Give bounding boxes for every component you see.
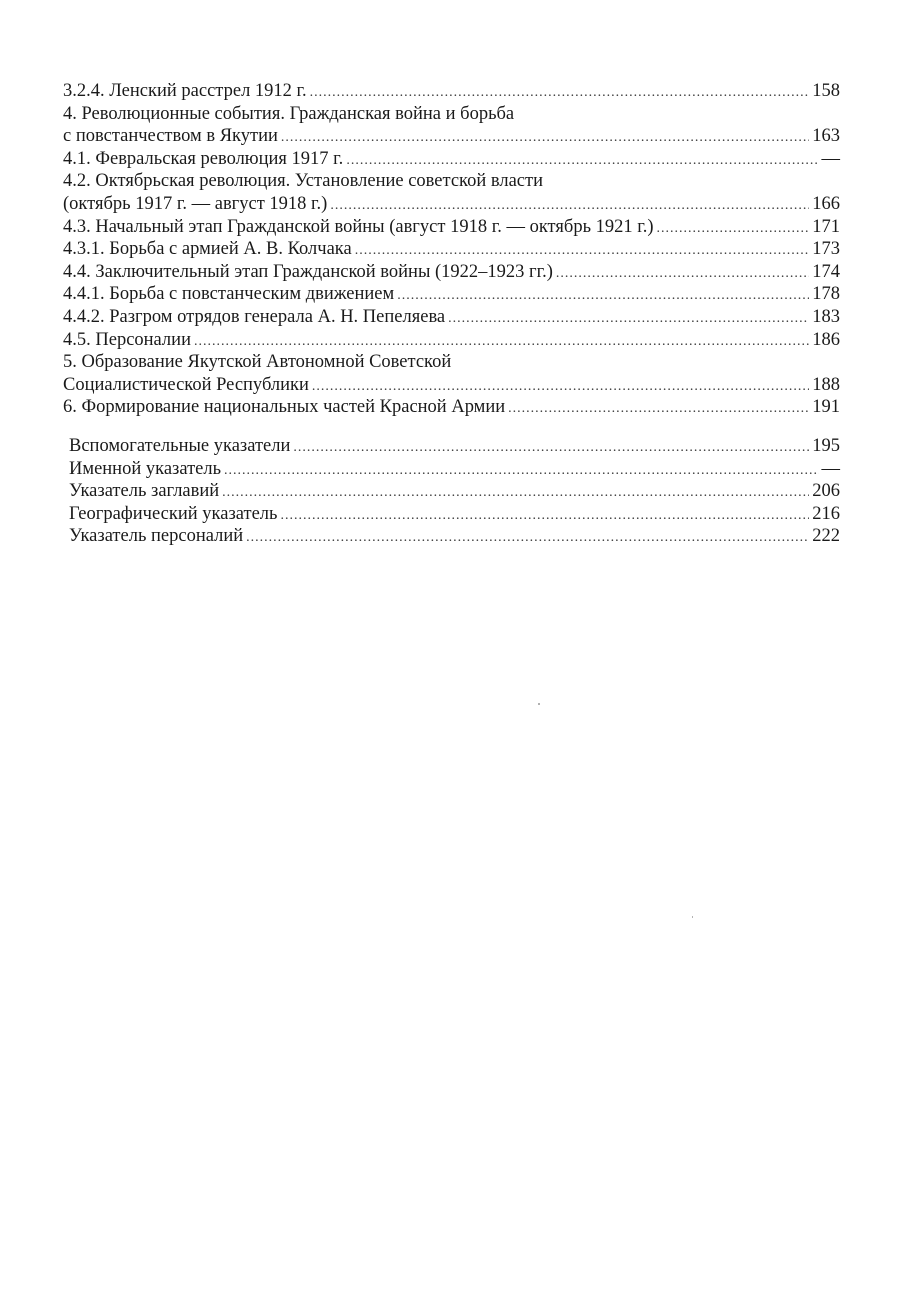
dot-leader <box>312 376 809 399</box>
dot-leader <box>280 505 809 528</box>
dot-leader <box>657 218 810 241</box>
toc-line <box>63 480 840 503</box>
toc-entry-title: 4.4.1. Борьба с повстанческим движением <box>63 284 395 305</box>
dot-leader <box>310 82 810 105</box>
toc-line <box>63 148 840 171</box>
toc-entry-title: 6. Формирование национальных частей Красной Армии <box>63 397 506 418</box>
dot-leader <box>508 398 809 421</box>
toc-page-number: 166 <box>812 193 840 214</box>
toc-line <box>63 458 840 481</box>
dot-leader <box>397 285 809 308</box>
toc-line <box>63 351 840 374</box>
table-of-contents <box>63 80 840 548</box>
toc-page-number: 173 <box>812 239 840 260</box>
toc-line <box>63 435 840 458</box>
toc-line <box>63 306 840 329</box>
toc-entry-title: с повстанчеством в Якутии <box>63 126 278 147</box>
toc-line <box>63 525 840 548</box>
toc-entry <box>63 458 840 481</box>
toc-entry <box>63 329 840 352</box>
toc-line <box>63 261 840 284</box>
toc-entry <box>63 103 840 148</box>
toc-entry-title: Именной указатель <box>69 458 222 479</box>
toc-entry <box>63 503 840 526</box>
toc-page-number: 191 <box>812 397 840 418</box>
toc-page-number: — <box>821 148 840 169</box>
dot-leader <box>330 195 809 218</box>
scan-speck <box>538 703 540 705</box>
toc-entry <box>63 261 840 284</box>
toc-entry-title: 4.4.2. Разгром отрядов генерала А. Н. Пепеляева <box>63 306 446 327</box>
toc-line <box>63 283 840 306</box>
toc-page-number: 186 <box>812 329 840 350</box>
toc-entry <box>63 435 840 458</box>
toc-page-number: — <box>821 458 840 479</box>
toc-line <box>63 216 840 239</box>
toc-entry <box>63 396 840 419</box>
dot-leader <box>355 240 810 263</box>
dot-leader <box>246 527 809 550</box>
toc-line <box>63 329 840 352</box>
toc-line <box>63 238 840 261</box>
scan-speck <box>692 916 693 918</box>
toc-line <box>63 396 840 419</box>
toc-entry-title: 4.2. Октябрьская революция. Установление советской власти <box>63 171 543 192</box>
toc-entry <box>63 351 840 396</box>
dot-leader <box>346 150 818 173</box>
toc-entry-title: 4.1. Февральская революция 1917 г. <box>63 148 344 169</box>
toc-page-number: 206 <box>812 481 840 502</box>
toc-entry-title: Социалистической Республики <box>63 374 309 395</box>
toc-page-number: 163 <box>812 126 840 147</box>
toc-page-number: 195 <box>812 435 840 456</box>
toc-entry <box>63 306 840 329</box>
dot-leader <box>556 263 809 286</box>
toc-page-number: 158 <box>812 81 840 101</box>
toc-main-section <box>63 80 840 419</box>
toc-page-number: 188 <box>812 374 840 395</box>
toc-entry <box>63 216 840 239</box>
toc-entry-title: 4.4. Заключительный этап Гражданской войны (1922–1923 гг.) <box>63 261 553 282</box>
toc-line <box>63 125 840 148</box>
toc-entry-title: (октябрь 1917 г. — август 1918 г.) <box>63 193 328 214</box>
dot-leader <box>224 460 818 483</box>
dot-leader <box>281 127 809 150</box>
toc-page-number: 178 <box>812 284 840 305</box>
toc-index-section <box>63 435 840 548</box>
toc-entry-title: 4.3. Начальный этап Гражданской войны (август 1918 г. — октябрь 1921 г.) <box>63 216 654 237</box>
toc-entry-title: Указатель заглавий <box>69 481 220 502</box>
dot-leader <box>448 308 809 331</box>
toc-entry-title: Географический указатель <box>69 503 278 524</box>
toc-entry-title: Указатель персоналий <box>69 526 244 547</box>
toc-entry <box>63 148 840 171</box>
toc-entry <box>63 170 840 215</box>
toc-entry-title: Вспомогательные указатели <box>69 435 291 456</box>
toc-line <box>63 103 840 126</box>
toc-entry <box>63 238 840 261</box>
toc-page-number: 183 <box>812 306 840 327</box>
dot-leader <box>194 331 809 354</box>
dot-leader <box>293 437 809 460</box>
toc-entry-title: 4. Революционные события. Гражданская война и борьба <box>63 103 515 124</box>
toc-entry-title: 5. Образование Якутской Автономной Советской <box>63 352 452 373</box>
toc-entry <box>63 283 840 306</box>
toc-page-number: 171 <box>812 216 840 237</box>
toc-line <box>63 170 840 193</box>
toc-entry-title: 3.2.4. Ленский расстрел 1912 г. <box>63 81 307 101</box>
toc-line <box>63 193 840 216</box>
toc-line <box>63 80 840 103</box>
dot-leader <box>222 482 809 505</box>
toc-entry-title: 4.3.1. Борьба с армией А. В. Колчака <box>63 239 352 260</box>
toc-page-number: 174 <box>812 261 840 282</box>
toc-entry-title: 4.5. Персоналии <box>63 329 191 350</box>
toc-line <box>63 374 840 397</box>
toc-line <box>63 503 840 526</box>
toc-page-number: 216 <box>812 503 840 524</box>
toc-entry <box>63 525 840 548</box>
section-spacer <box>63 419 840 435</box>
toc-page-number: 222 <box>812 526 840 547</box>
toc-entry <box>63 480 840 503</box>
toc-entry <box>63 80 840 103</box>
